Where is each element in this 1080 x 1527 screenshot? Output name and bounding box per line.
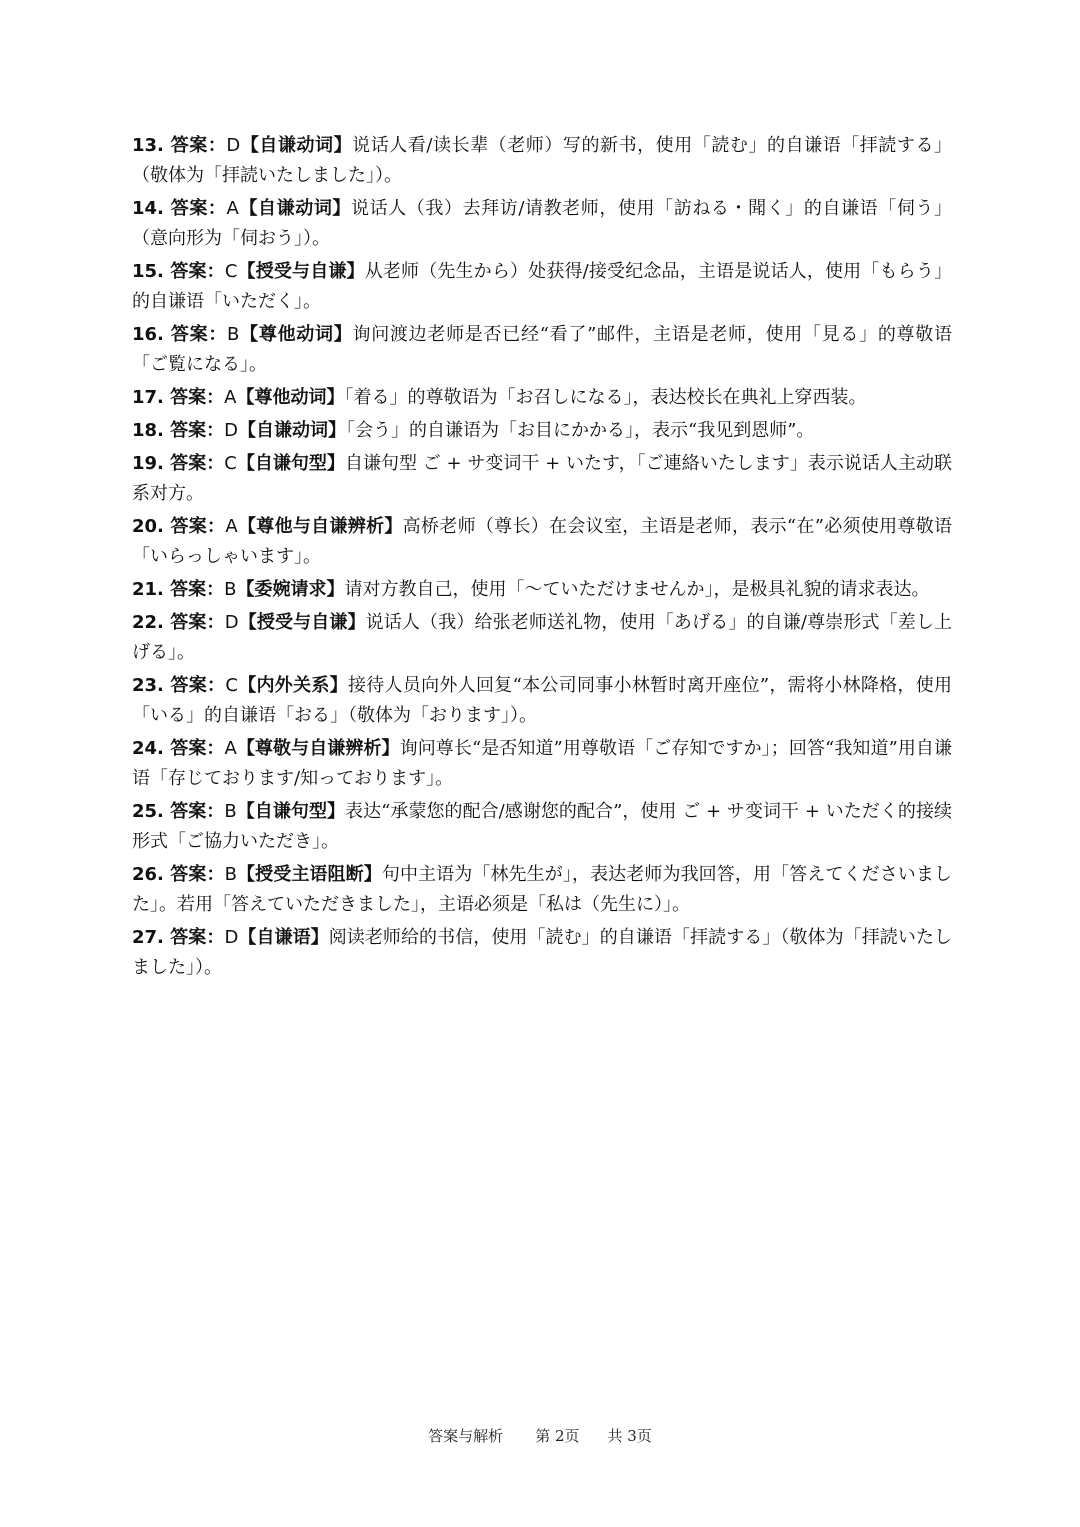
answer-choice: D — [224, 420, 239, 441]
answer-category: 【内外关系】 — [237, 675, 348, 696]
answer-item — [132, 320, 952, 380]
answer-choice: D — [224, 927, 239, 948]
answer-category: 【自谦动词】 — [238, 198, 352, 219]
footer-page-number: 第 2页 — [535, 1427, 580, 1445]
answer-number: 20. 答案： — [132, 516, 226, 537]
answer-explanation: 说话人（我）给张老师送礼物，使用「あげる」的自谦/尊崇形式「差し上げる」。 — [132, 612, 953, 663]
answer-choice: A — [225, 516, 238, 537]
answer-number: 14. 答案： — [132, 198, 227, 219]
answer-number: 19. 答案： — [132, 453, 225, 474]
answer-explanation: 接待人员向外人回复“本公司同事小林暂时离开座位”，需将小林降格，使用「いる」的自谦语「おる」（敬体为「おります」）。 — [132, 675, 952, 726]
answer-item — [132, 449, 952, 509]
answer-category: 【尊他与自谦辨析】 — [237, 516, 403, 537]
answer-number: 16. 答案： — [132, 324, 228, 345]
answer-category: 【自谦句型】 — [236, 453, 345, 474]
footer-title: 答案与解析 — [428, 1427, 504, 1445]
answer-list — [132, 131, 952, 986]
answer-category: 【尊他动词】 — [236, 387, 345, 408]
answer-item — [132, 575, 952, 605]
footer-page-total: 共 3页 — [607, 1427, 652, 1445]
answer-explanation: 说话人（我）去拜访/请教老师，使用「訪ねる・聞く」的自谦语「伺う」（意向形为「伺おう」）。 — [132, 198, 953, 249]
answer-item — [132, 257, 952, 317]
answer-item — [132, 860, 952, 920]
answer-number: 26. 答案： — [132, 864, 225, 885]
answer-item — [132, 671, 952, 731]
answer-explanation: 请对方教自己，使用「～ていただけませんか」，是极具礼貌的请求表达。 — [344, 579, 930, 600]
answer-category: 【自谦句型】 — [236, 801, 346, 822]
answer-item — [132, 194, 952, 254]
answer-number: 22. 答案： — [132, 612, 225, 633]
answer-explanation: 从老师（先生から）处获得/接受纪念品，主语是说话人，使用「もらう」的自谦语「いただく」。 — [132, 261, 953, 312]
answer-choice: D — [224, 612, 239, 633]
answer-explanation: 阅读老师给的书信，使用「読む」的自谦语「拝読する」（敬体为「拝読いたしました」）。 — [132, 927, 953, 978]
answer-choice: C — [224, 261, 238, 282]
answer-item — [132, 416, 952, 446]
answer-explanation: 自谦句型 ご + サ变词干 + いたす，「ご連絡いたします」表示说话人主动联系对方。 — [132, 453, 952, 504]
answer-explanation: 询问尊长“是否知道”用尊敬语「ご存知ですか」；回答“我知道”用自谦语「存じております/知っております」。 — [132, 738, 953, 789]
answer-explanation: 说话人看/读长辈（老师）写的新书，使用「読む」的自谦语「拝読する」（敬体为「拝読いたしました」）。 — [132, 135, 953, 186]
answer-number: 13. 答案： — [132, 135, 227, 156]
answer-category: 【尊他动词】 — [239, 324, 353, 345]
answer-category: 【自谦动词】 — [238, 420, 347, 441]
answer-category: 【授受与自谦】 — [238, 612, 366, 633]
answer-number: 24. 答案： — [132, 738, 225, 759]
answer-category: 【授受主语阻断】 — [236, 864, 382, 885]
answer-explanation: 询问渡边老师是否已经“看了”邮件，主语是老师，使用「見る」的尊敬语「ご覧になる」。 — [132, 324, 952, 375]
answer-choice: B — [224, 864, 237, 885]
page-footer — [0, 1424, 1080, 1448]
answer-item — [132, 923, 952, 983]
answer-explanation: 「会う」的自谦语为「お目にかかる」，表示“我见到恩师”。 — [346, 420, 815, 441]
answer-number: 25. 答案： — [132, 801, 225, 822]
answer-choice: A — [224, 387, 237, 408]
answer-number: 18. 答案： — [132, 420, 225, 441]
answer-number: 23. 答案： — [132, 675, 226, 696]
answer-item — [132, 608, 952, 668]
answer-item — [132, 131, 952, 191]
answer-choice: B — [224, 801, 237, 822]
answer-choice: C — [224, 453, 237, 474]
answer-category: 【授受与自谦】 — [237, 261, 365, 282]
answer-explanation: 「着る」的尊敬语为「お召しになる」，表达校长在典礼上穿西装。 — [344, 387, 867, 408]
answer-category: 【自谦动词】 — [240, 135, 353, 156]
answer-item — [132, 797, 952, 857]
answer-item — [132, 383, 952, 413]
answer-item — [132, 734, 952, 794]
answer-category: 【尊敬与自谦辨析】 — [236, 738, 400, 759]
answer-number: 21. 答案： — [132, 579, 225, 600]
answer-choice: C — [225, 675, 238, 696]
answer-explanation: 表达“承蒙您的配合/感谢您的配合”，使用 ご + サ变词干 + いただく的接续形式「ご協力いただき」。 — [132, 801, 952, 852]
answer-explanation: 句中主语为「林先生が」，表达老师为我回答，用「答えてくださいました」。若用「答えていただきました」，主语必须是「私は（先生に）」。 — [132, 864, 952, 915]
answer-choice: D — [226, 135, 241, 156]
answer-choice: B — [227, 324, 240, 345]
answer-number: 17. 答案： — [132, 387, 225, 408]
answer-item — [132, 512, 952, 572]
answer-category: 【委婉请求】 — [236, 579, 345, 600]
answer-category: 【自谦语】 — [238, 927, 329, 948]
answer-choice: A — [226, 198, 239, 219]
answer-choice: B — [224, 579, 237, 600]
answer-number: 15. 答案： — [132, 261, 225, 282]
answer-number: 27. 答案： — [132, 927, 225, 948]
answer-choice: A — [224, 738, 237, 759]
answer-explanation: 高桥老师（尊长）在会议室，主语是老师，表示“在”必须使用尊敬语「いらっしゃいます」。 — [132, 516, 953, 567]
